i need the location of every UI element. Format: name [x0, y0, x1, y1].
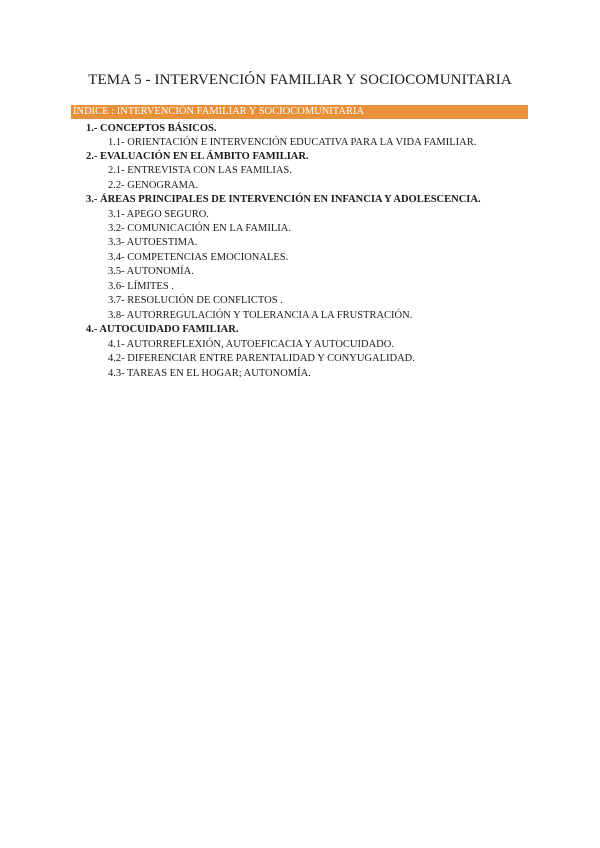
toc-item: 4.2- DIFERENCIAR ENTRE PARENTALIDAD Y CONYUGALIDAD. [108, 353, 415, 364]
toc-item: 3.5- AUTONOMÍA. [108, 266, 194, 277]
toc-item: 3.8- AUTORREGULACIÓN Y TOLERANCIA A LA FRUSTRACIÓN. [108, 310, 413, 321]
index-header: ÍNDICE : INTERVENCIÓN FAMILIAR Y SOCIOCOMUNITARIA [71, 105, 528, 119]
toc-section: 1.- CONCEPTOS BÁSICOS. [86, 123, 217, 134]
toc-item: 4.3- TAREAS EN EL HOGAR; AUTONOMÍA. [108, 368, 311, 379]
toc-section: 2.- EVALUACIÓN EN EL ÁMBITO FAMILIAR. [86, 151, 309, 162]
toc-item: 3.4- COMPETENCIAS EMOCIONALES. [108, 252, 289, 263]
toc-item: 3.2- COMUNICACIÓN EN LA FAMILIA. [108, 223, 291, 234]
toc-item: 4.1- AUTORREFLEXIÓN, AUTOEFICACIA Y AUTOCUIDADO. [108, 339, 394, 350]
document-title: TEMA 5 - INTERVENCIÓN FAMILIAR Y SOCIOCOMUNITARIA [88, 72, 512, 88]
toc-section: 4.- AUTOCUIDADO FAMILIAR. [86, 324, 239, 335]
toc-item: 3.1- APEGO SEGURO. [108, 209, 209, 220]
toc-section: 3.- ÁREAS PRINCIPALES DE INTERVENCIÓN EN INFANCIA Y ADOLESCENCIA. [86, 194, 481, 205]
toc-item: 1.1- ORIENTACIÓN E INTERVENCIÓN EDUCATIVA PARA LA VIDA FAMILIAR. [108, 137, 477, 148]
toc-item: 3.3- AUTOESTIMA. [108, 237, 198, 248]
toc-item: 2.1- ENTREVISTA CON LAS FAMILIAS. [108, 165, 292, 176]
toc-item: 2.2- GENOGRAMA. [108, 180, 199, 191]
toc-item: 3.6- LÍMITES . [108, 281, 174, 292]
toc-item: 3.7- RESOLUCIÓN DE CONFLICTOS . [108, 295, 283, 306]
